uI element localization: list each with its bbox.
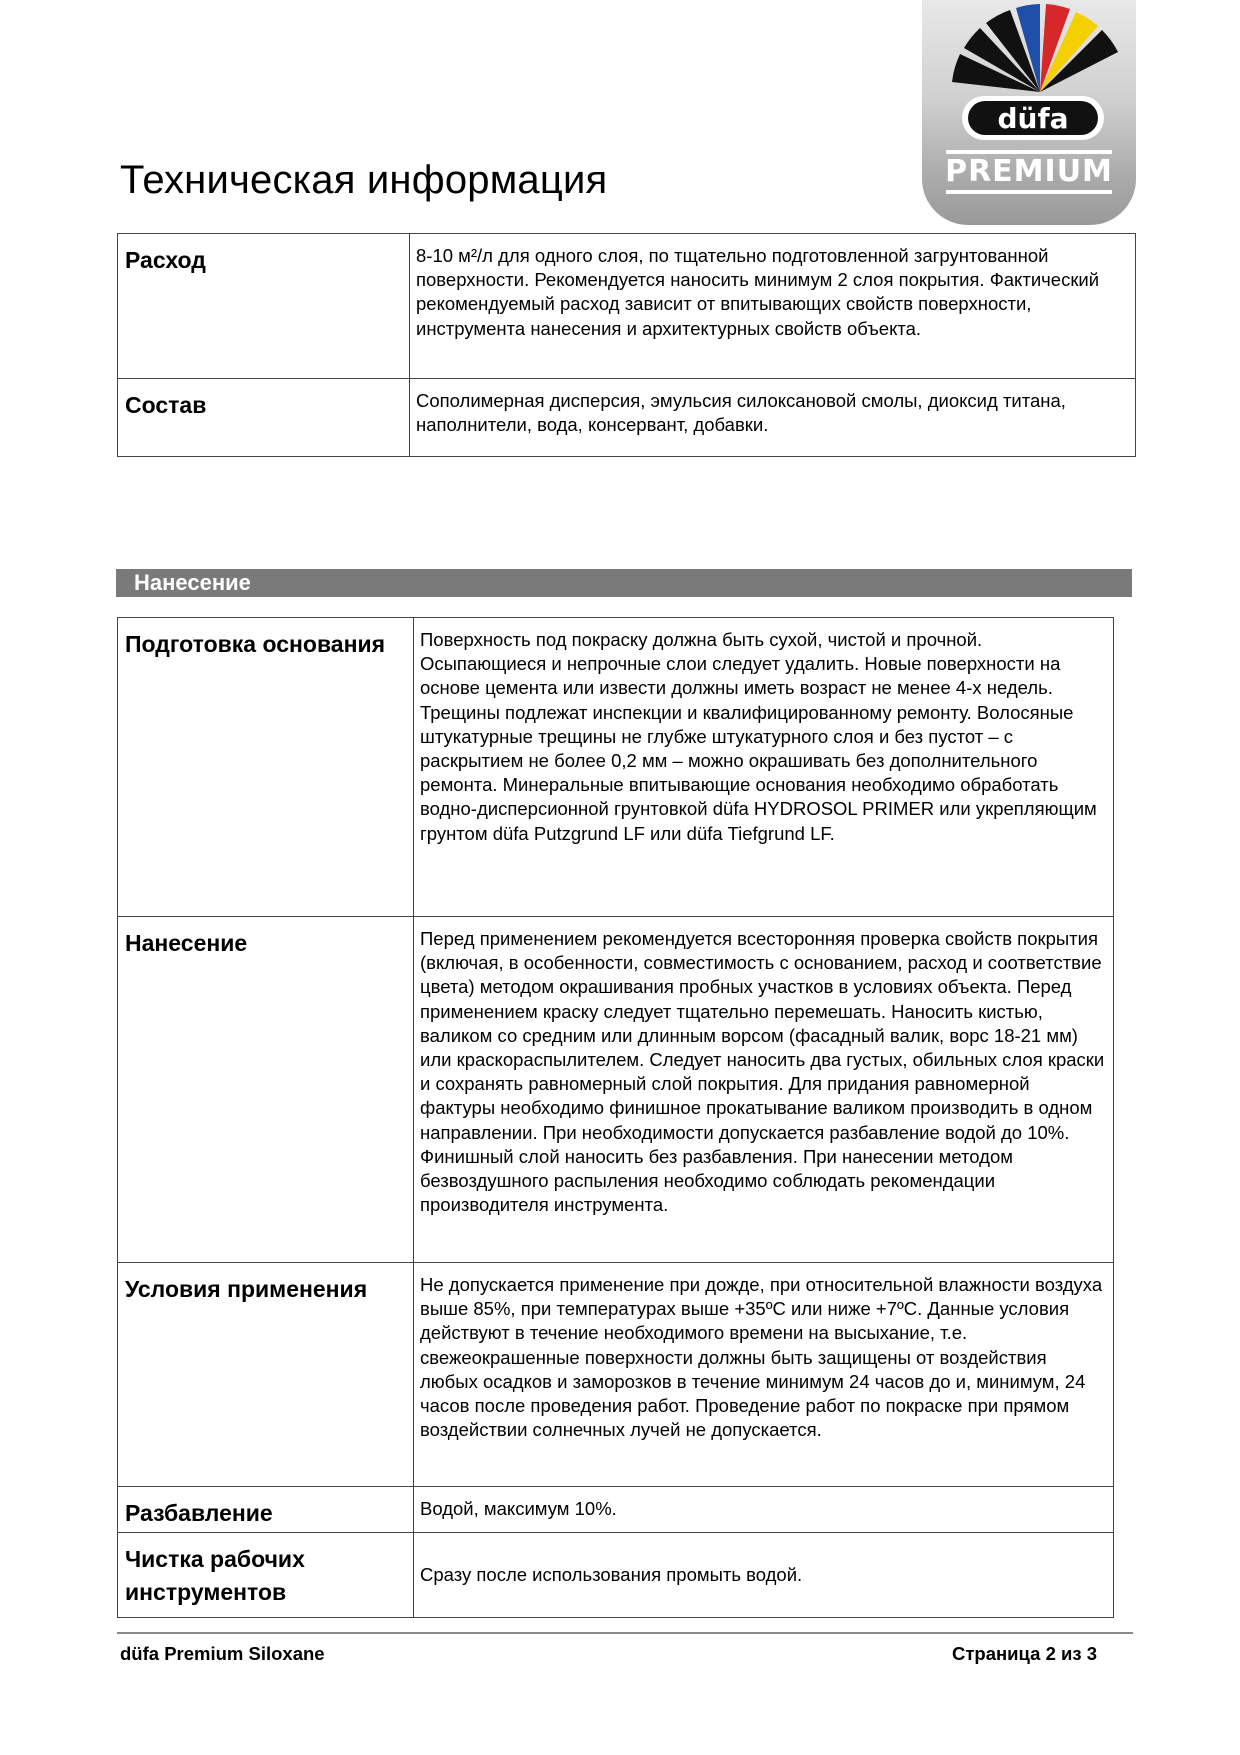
dufa-premium-logo [922,0,1136,225]
footer-page-number: Страница 2 из 3 [951,1643,1097,1664]
row-value: Не допускается применение при дожде, при относительной влажности воздуха выше 85%, при температурах выше +35ºС или ниже +7ºС. Данные условия действуют в течение необходимого времени на высыхание, т.е. свежеокрашенные поверхности должны быть защищены от воздействия любых осадков и заморозков в течение минимум 24 часов до и, минимум, 24 часов после проведения работ. Проведение работ по покраске при прямом воздействии солнечных лучей не допускается. [414,1263,1114,1487]
logo-brand-text: düfa [997,102,1069,135]
table-row [118,917,1114,1263]
row-label: Разбавление [118,1487,414,1533]
row-value: Сразу после использования промыть водой. [414,1533,1114,1618]
row-label: Чистка рабочих инструментов [118,1533,414,1618]
footer-divider [117,1632,1133,1634]
table-row [118,1263,1114,1487]
row-value: Поверхность под покраску должна быть сухой, чистой и прочной. Осыпающиеся и непрочные слои следует удалить. Новые поверхности на основе цемента или извести должны иметь возраст не менее 4-х недель. Трещины подлежат инспекции и квалифицированному ремонту. Волосяные штукатурные трещины не глубже штукатурного слоя и без пустот – с раскрытием не более 0,2 мм – можно окрашивать без дополнительного ремонта. Минеральные впитывающие основания необходимо обработать водно-дисперсионной грунтовкой düfa HYDROSOL PRIMER или укрепляющим грунтом düfa Putzgrund LF или düfa Tiefgrund LF. [414,618,1114,917]
table-row [118,234,1136,379]
footer-product-name: düfa Premium Siloxane [120,1643,325,1664]
table-row [118,1533,1114,1618]
row-value: Перед применением рекомендуется всесторонняя проверка свойств покрытия (включая, в особенности, совместимость с основанием, расход и соответствие цвета) методом окрашивания пробных участков в условиях объекта. Перед применением краску следует тщательно перемешать. Наносить кистью, валиком со средним или длинным ворсом (фасадный валик, ворс 18-21 мм) или краскораспылителем. Следует наносить два густых, обильных слоя краски и сохранять равномерный слой покрытия. Для придания равномерной фактуры необходимо финишное прокатывание валиком производить в одном направлении. При необходимости допускается разбавление водой до 10%. Финишный слой наносить без разбавления. При нанесении методом безвоздушного распыления необходимо соблюдать рекомендации производителя инструмента. [414,917,1114,1263]
row-value: 8-10 м²/л для одного слоя, по тщательно подготовленной загрунтованной поверхности. Рекомендуется наносить минимум 2 слоя покрытия. Фактический рекомендуемый расход зависит от впитывающих свойств поверхности, инструмента нанесения и архитектурных свойств объекта. [410,234,1136,379]
row-label: Подготовка основания [118,618,414,917]
page-title: Техническая информация [120,158,608,202]
row-label: Состав [118,379,410,457]
row-label: Условия применения [118,1263,414,1487]
row-label: Нанесение [118,917,414,1263]
premium-line-bottom [946,190,1112,194]
section-heading-bar: Нанесение [116,569,1132,597]
table-row [118,618,1114,917]
row-label: Расход [118,234,410,379]
properties-table [117,233,1136,457]
dufa-fan-icon [922,0,1136,150]
table-row [118,379,1136,457]
row-value: Водой, максимум 10%. [414,1487,1114,1533]
row-value: Сополимерная дисперсия, эмульсия силоксановой смолы, диоксид титана, наполнители, вода, консервант, добавки. [410,379,1136,457]
application-table [117,617,1114,1618]
premium-label: PREMIUM [945,154,1113,189]
table-row [118,1487,1114,1533]
